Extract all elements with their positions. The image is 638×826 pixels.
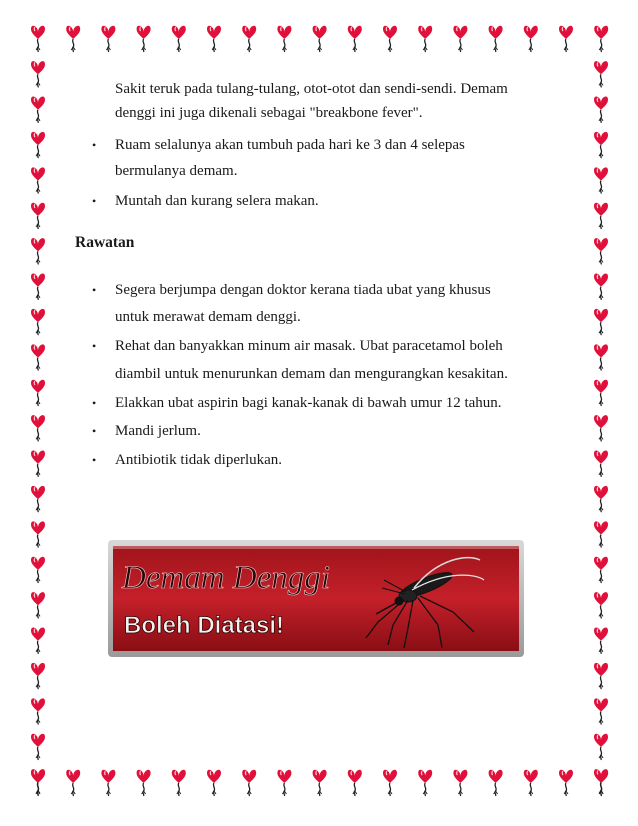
- bullet-dot: •: [92, 138, 97, 152]
- banner-subtitle: Boleh Diatasi!: [124, 612, 285, 639]
- bullet-text: bermulanya demam.: [115, 163, 238, 179]
- bullet-dot: •: [92, 396, 97, 410]
- bullet-text: Muntah dan kurang selera makan.: [115, 193, 319, 209]
- bullet-text: Mandi jerlum.: [115, 423, 201, 439]
- bullet-dot: •: [92, 453, 97, 467]
- bullet-dot: •: [92, 424, 97, 438]
- bullet-text: Elakkan ubat aspirin bagi kanak-kanak di bawah umur 12 tahun.: [115, 395, 502, 411]
- paragraph-line: Sakit teruk pada tulang-tulang, otot-otot dan sendi-sendi. Demam: [115, 81, 508, 97]
- bullet-text: diambil untuk menurunkan demam dan mengurangkan kesakitan.: [115, 366, 508, 382]
- bullet-text: Ruam selalunya akan tumbuh pada hari ke 3 dan 4 selepas: [115, 137, 465, 153]
- demam-denggi-banner: [108, 540, 524, 657]
- bullet-text: Rehat dan banyakkan minum air masak. Ubat paracetamol boleh: [115, 338, 503, 354]
- bullet-dot: •: [92, 339, 97, 353]
- banner-title: Demam Denggi: [122, 560, 331, 596]
- bullet-text: Segera berjumpa dengan doktor kerana tiada ubat yang khusus: [115, 282, 491, 298]
- bullet-text: untuk merawat demam denggi.: [115, 309, 301, 325]
- section-heading: Rawatan: [75, 234, 135, 251]
- bullet-text: Antibiotik tidak diperlukan.: [115, 452, 283, 468]
- paragraph-line: denggi ini juga dikenali sebagai "breakbone fever".: [115, 105, 423, 121]
- bullet-dot: •: [92, 194, 97, 208]
- bullet-dot: •: [92, 283, 97, 297]
